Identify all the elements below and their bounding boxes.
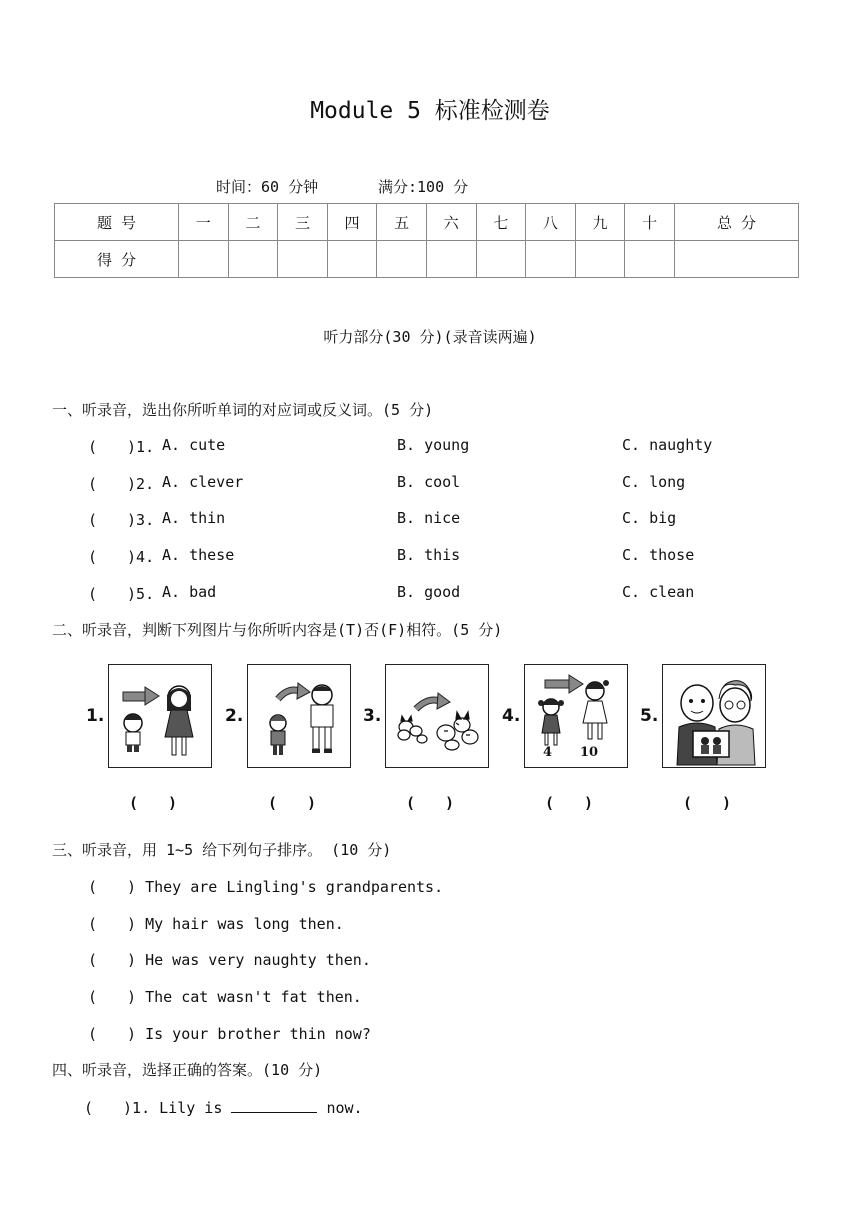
score-table-header-label: 题 号 — [55, 204, 179, 241]
score-table-score-label: 得 分 — [55, 241, 179, 278]
arrow-icon — [545, 675, 583, 693]
picture-5-answer[interactable]: ( ) — [683, 794, 732, 812]
picture-4-age-right: 10 — [580, 745, 599, 760]
arrow-icon — [278, 683, 310, 699]
s1-q4-option-a[interactable]: A. these — [162, 546, 235, 564]
s1-q4-option-c[interactable]: C. those — [622, 546, 695, 564]
score-cell[interactable] — [426, 241, 476, 278]
score-col-6: 六 — [426, 204, 476, 241]
score-col-2: 二 — [228, 204, 278, 241]
score-cell[interactable] — [674, 241, 798, 278]
section4-title: 四、听录音，选择正确的答案。(10 分) — [52, 1061, 323, 1079]
score-col-total: 总 分 — [674, 204, 798, 241]
s1-q2-num: ( )2. — [88, 475, 155, 493]
score-cell[interactable] — [278, 241, 328, 278]
score-cell[interactable] — [178, 241, 228, 278]
s3-sentence-1[interactable]: ( ) They are Lingling's grandparents. — [88, 878, 444, 896]
time-limit: 时间：60 分钟 — [216, 178, 319, 196]
picture-3-answer[interactable]: ( ) — [406, 794, 455, 812]
full-score: 满分:100 分 — [378, 178, 469, 196]
score-col-10: 十 — [625, 204, 675, 241]
score-cell[interactable] — [625, 241, 675, 278]
s1-q5-option-c[interactable]: C. clean — [622, 583, 695, 601]
young-girl-icon — [538, 699, 564, 745]
score-table — [54, 203, 799, 278]
picture-5-illustration — [663, 665, 767, 769]
score-cell[interactable] — [228, 241, 278, 278]
score-cell[interactable] — [377, 241, 427, 278]
s1-q2-option-b[interactable]: B. cool — [397, 473, 461, 491]
s4-q1-prefix: ( )1. Lily is — [84, 1099, 223, 1117]
s1-q1-option-b[interactable]: B. young — [397, 436, 470, 454]
picture-1 — [108, 664, 212, 768]
s3-sentence-4[interactable]: ( ) The cat wasn't fat then. — [88, 988, 362, 1006]
score-col-3: 三 — [278, 204, 328, 241]
picture-1-answer[interactable]: ( ) — [129, 794, 178, 812]
small-boy-icon — [270, 715, 286, 755]
picture-2 — [247, 664, 351, 768]
page-title: Module 5 标准检测卷 — [310, 98, 550, 124]
picture-4-illustration — [525, 665, 629, 769]
older-girl-icon — [583, 680, 609, 739]
s1-q2-option-c[interactable]: C. long — [622, 473, 686, 491]
score-cell[interactable] — [327, 241, 377, 278]
picture-2-illustration — [248, 665, 352, 769]
picture-2-number: 2. — [225, 706, 244, 726]
picture-3 — [385, 664, 489, 768]
s1-q1-num: ( )1. — [88, 438, 155, 456]
s1-q1-option-a[interactable]: A. cute — [162, 436, 226, 454]
picture-4-number: 4. — [502, 706, 521, 726]
picture-4-answer[interactable]: ( ) — [545, 794, 594, 812]
picture-2-answer[interactable]: ( ) — [268, 794, 317, 812]
cats-icon — [437, 712, 478, 750]
score-col-4: 四 — [327, 204, 377, 241]
s1-q5-option-a[interactable]: A. bad — [162, 583, 217, 601]
score-cell[interactable] — [575, 241, 625, 278]
s4-q1-blank[interactable] — [231, 1096, 317, 1113]
section1-title: 一、听录音，选出你所听单词的对应词或反义词。(5 分) — [52, 401, 434, 419]
arrow-icon — [416, 693, 450, 709]
score-col-8: 八 — [526, 204, 576, 241]
s1-q4-num: ( )4. — [88, 548, 155, 566]
section3-title: 三、听录音，用 1~5 给下列句子排序。 (10 分) — [52, 841, 392, 859]
girl-icon — [165, 686, 193, 755]
s3-sentence-5[interactable]: ( ) Is your brother thin now? — [88, 1025, 371, 1043]
picture-1-number: 1. — [86, 706, 105, 726]
picture-4 — [524, 664, 628, 768]
s3-sentence-3[interactable]: ( ) He was very naughty then. — [88, 951, 371, 969]
score-col-5: 五 — [377, 204, 427, 241]
score-cell[interactable] — [526, 241, 576, 278]
picture-3-number: 3. — [363, 706, 382, 726]
arrow-icon — [123, 687, 159, 705]
tall-boy-icon — [311, 685, 333, 753]
s1-q4-option-b[interactable]: B. this — [397, 546, 461, 564]
picture-1-illustration — [109, 665, 213, 769]
s4-question-1 — [84, 1096, 363, 1118]
kittens-icon — [398, 716, 427, 743]
s1-q3-option-c[interactable]: C. big — [622, 509, 677, 527]
picture-5 — [662, 664, 766, 768]
s1-q2-option-a[interactable]: A. clever — [162, 473, 244, 491]
photo-icon — [693, 731, 729, 757]
score-cell[interactable] — [476, 241, 526, 278]
section2-title: 二、听录音，判断下列图片与你所听内容是(T)否(F)相符。(5 分) — [52, 621, 503, 639]
s1-q3-option-a[interactable]: A. thin — [162, 509, 226, 527]
s1-q5-num: ( )5. — [88, 585, 155, 603]
listening-header: 听力部分(30 分)(录音读两遍) — [323, 328, 537, 346]
s1-q3-num: ( )3. — [88, 511, 155, 529]
s1-q3-option-b[interactable]: B. nice — [397, 509, 461, 527]
score-table-header-row — [55, 204, 799, 241]
picture-3-illustration — [386, 665, 490, 769]
score-table-score-row — [55, 241, 799, 278]
boy-icon — [124, 714, 142, 752]
score-col-7: 七 — [476, 204, 526, 241]
score-col-1: 一 — [178, 204, 228, 241]
s3-sentence-2[interactable]: ( ) My hair was long then. — [88, 915, 344, 933]
score-col-9: 九 — [575, 204, 625, 241]
s1-q1-option-c[interactable]: C. naughty — [622, 436, 713, 454]
picture-5-number: 5. — [640, 706, 659, 726]
picture-4-age-left: 4 — [543, 745, 553, 760]
s1-q5-option-b[interactable]: B. good — [397, 583, 461, 601]
s4-q1-suffix: now. — [326, 1099, 363, 1117]
